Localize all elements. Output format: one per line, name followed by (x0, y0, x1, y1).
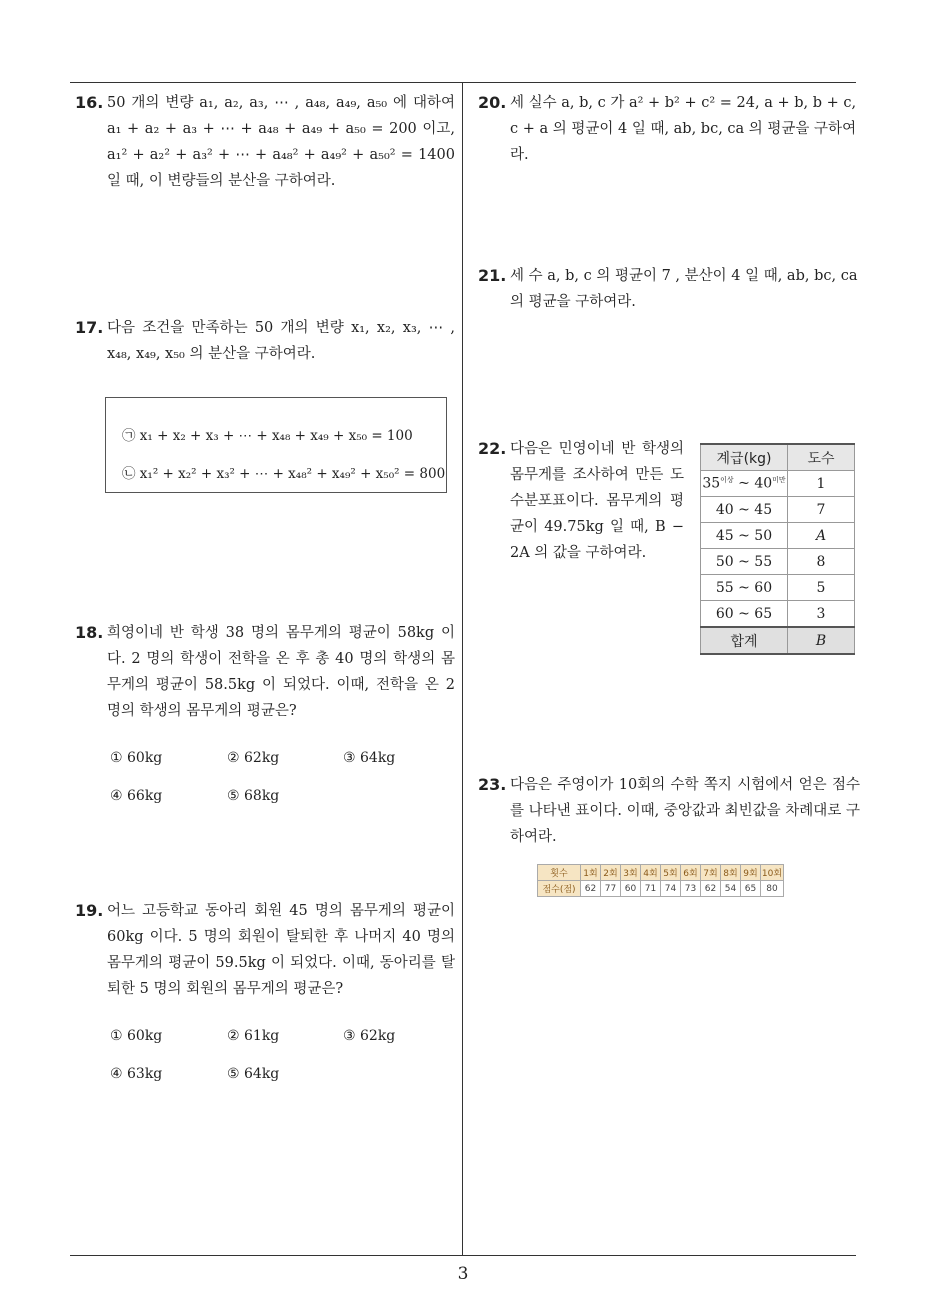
score-value: 54 (721, 881, 741, 897)
total-value: B (788, 627, 855, 654)
choice-3[interactable]: ③ 64kg (343, 750, 396, 766)
score-header: 7회 (701, 865, 721, 881)
choice-1[interactable]: ① 60kg (110, 750, 163, 766)
question-18 (75, 620, 455, 724)
score-header: 10회 (761, 865, 784, 881)
frequency-cell: 5 (788, 575, 855, 601)
question-19 (75, 898, 455, 1002)
score-value: 71 (641, 881, 661, 897)
score-value: 62 (581, 881, 601, 897)
question-text: 어느 고등학교 동아리 회원 45 명의 몸무게의 평균이 60kg 이다. 5 명의 회원이 탈퇴한 후 나머지 40 명의 몸무게의 평균이 59.5kg 이 되었다. 이때, 동아리를 탈퇴한 5 명의 회원의 몸무게의 평균은? (107, 903, 455, 997)
question-text: 희영이네 반 학생 38 명의 몸무게의 평균이 58kg 이다. 2 명의 학생이 전학을 온 후 총 40 명의 학생의 몸무게의 평균이 58.5kg 이 되었다. 이때, 전학을 온 2 명의 학생의 몸무게의 평균은? (107, 625, 455, 719)
score-value: 74 (661, 881, 681, 897)
class-cell: 40 ~ 45 (701, 497, 788, 523)
question-number: 21. (478, 266, 507, 285)
class-cell: 60 ~ 65 (701, 601, 788, 628)
question-number: 19. (75, 901, 104, 920)
question-22 (478, 436, 684, 566)
frequency-cell: 1 (788, 471, 855, 497)
score-row-label: 점수(점) (538, 881, 581, 897)
frequency-cell: A (788, 523, 855, 549)
score-value: 60 (621, 881, 641, 897)
score-header-label: 횟수 (538, 865, 581, 881)
question-23 (478, 772, 860, 850)
score-table (537, 864, 784, 897)
total-label: 합계 (701, 627, 788, 654)
bottom-rule (70, 1255, 856, 1256)
question-number: 16. (75, 93, 104, 112)
score-value: 62 (701, 881, 721, 897)
score-header: 5회 (661, 865, 681, 881)
question-text: 다음은 민영이네 반 학생의 몸무게를 조사하여 만든 도수분포표이다. 몸무게의 평균이 49.75kg 일 때, B − 2A 의 값을 구하여라. (510, 441, 684, 561)
choice-4[interactable]: ④ 66kg (110, 788, 163, 804)
score-value: 65 (741, 881, 761, 897)
question-number: 18. (75, 623, 104, 642)
frequency-cell: 7 (788, 497, 855, 523)
question-number: 23. (478, 775, 507, 794)
question-20 (478, 90, 860, 168)
question-text: 50 개의 변량 a₁, a₂, a₃, ⋯ , a₄₈, a₄₉, a₅₀ 에 대하여 a₁ + a₂ + a₃ + ⋯ + a₄₈ + a₄₉ + a₅₀ = 200 이고, a₁² + a₂² + a₃² + ⋯ + a₄₈² + a₄₉² + a₅₀² = 1400 일 때, 이 변량들의 분산을 구하여라. (107, 95, 455, 189)
choice-1[interactable]: ① 60kg (110, 1028, 163, 1044)
score-header: 3회 (621, 865, 641, 881)
score-header: 6회 (681, 865, 701, 881)
choice-2[interactable]: ② 62kg (227, 750, 280, 766)
header-class: 계급(kg) (701, 444, 788, 471)
choice-4[interactable]: ④ 63kg (110, 1066, 163, 1082)
score-value: 80 (761, 881, 784, 897)
header-frequency: 도수 (788, 444, 855, 471)
class-cell: $35^{이상}$ ~ $40^{미만}$ (701, 471, 788, 497)
question-17 (75, 315, 455, 367)
frequency-cell: 3 (788, 601, 855, 628)
choice-3[interactable]: ③ 62kg (343, 1028, 396, 1044)
score-header: 9회 (741, 865, 761, 881)
score-header: 2회 (601, 865, 621, 881)
condition-2: ㉡ x₁² + x₂² + x₃² + ⋯ + x₄₈² + x₄₉² + x₅₀² = 800 (122, 466, 446, 482)
question-text: 다음 조건을 만족하는 50 개의 변량 x₁, x₂, x₃, ⋯ , x₄₈, x₄₉, x₅₀ 의 분산을 구하여라. (107, 320, 455, 362)
question-number: 20. (478, 93, 507, 112)
score-header: 4회 (641, 865, 661, 881)
condition-box (105, 397, 447, 493)
question-number: 22. (478, 439, 507, 458)
score-value: 77 (601, 881, 621, 897)
question-number: 17. (75, 318, 104, 337)
class-cell: 45 ~ 50 (701, 523, 788, 549)
score-value: 73 (681, 881, 701, 897)
column-divider (462, 82, 463, 1256)
question-21 (478, 263, 860, 315)
choice-5[interactable]: ⑤ 68kg (227, 788, 280, 804)
frequency-table (700, 443, 855, 655)
choice-2[interactable]: ② 61kg (227, 1028, 280, 1044)
page-number: 3 (457, 1264, 469, 1284)
score-header: 8회 (721, 865, 741, 881)
question-text: 세 수 a, b, c 의 평균이 7 , 분산이 4 일 때, ab, bc, ca 의 평균을 구하여라. (510, 268, 858, 310)
frequency-cell: 8 (788, 549, 855, 575)
question-16 (75, 90, 455, 194)
top-rule (70, 82, 856, 83)
question-text: 다음은 주영이가 10회의 수학 쪽지 시험에서 얻은 점수를 나타낸 표이다. 이때, 중앙값과 최빈값을 차례대로 구하여라. (510, 777, 860, 845)
class-cell: 50 ~ 55 (701, 549, 788, 575)
condition-1: ㉠ x₁ + x₂ + x₃ + ⋯ + x₄₈ + x₄₉ + x₅₀ = 100 (122, 428, 413, 444)
question-text: 세 실수 a, b, c 가 a² + b² + c² = 24, a + b, b + c, c + a 의 평균이 4 일 때, ab, bc, ca 의 평균을 구하여라. (510, 95, 857, 163)
score-header: 1회 (581, 865, 601, 881)
choice-5[interactable]: ⑤ 64kg (227, 1066, 280, 1082)
class-cell: 55 ~ 60 (701, 575, 788, 601)
